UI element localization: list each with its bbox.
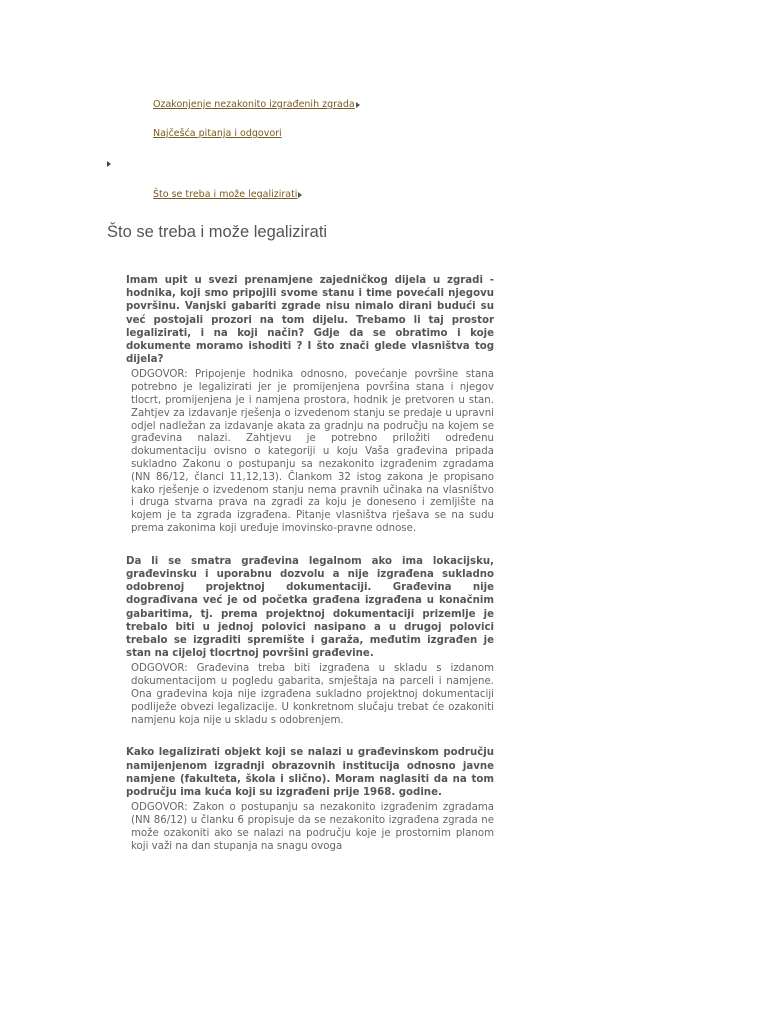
qa-list	[126, 274, 494, 872]
qa-item	[126, 555, 494, 728]
page-title: Što se treba i može legalizirati	[107, 223, 328, 241]
qa-item	[126, 746, 494, 853]
question-text: Imam upit u svezi prenamjene zajedničkog dijela u zgradi - hodnika, koji smo pripojili svome stanu i time povećali njegovu površinu. Vanjski gabariti zgrade nisu nimalo dirani budući su već postojali prozori na tom dijelu. Trebamo li taj prostor legalizirati, i na koji način? Gdje da se obratimo i koje dokumente moramo ishoditi ? I što znači glede vlasništva tog dijela?	[126, 275, 494, 366]
qa-item	[126, 274, 494, 536]
nav-link-sto-se-treba[interactable]: Što se treba i može legalizirati	[153, 189, 302, 200]
expand-arrow-icon[interactable]	[107, 161, 111, 167]
nav-link-ozakonjenje[interactable]: Ozakonjenje nezakonito izgrađenih zgrada	[153, 99, 360, 110]
answer-text: ODGOVOR: Građevina treba biti izgrađena u skladu s izdanom dokumentacijom u pogledu gabarita, smještaja na parceli i namjene. Ona građevina koja nije izgrađena sukladno projektnoj dokumentaciji podliježe obvezi legalizacije. U konkretnom slučaju trebat će ozakoniti namjenu koja nije u skladu s odobrenjem.	[131, 663, 494, 726]
arrow-right-icon	[356, 102, 360, 108]
answer-text: ODGOVOR: Pripojenje hodnika odnosno, povećanje površine stana potrebno je legalizirati jer je promijenjena površina stana i njegov tlocrt, promijenjena je i namjena prostora, hodnik je pretvoren u stan. Zahtjev za izdavanje rješenja o izvedenom stanju se predaje u upravni odjel nadležan za izdavanje akata za gradnju na području na kojem se građevina nalazi. Zahtjevu je potrebno priložiti određenu dokumentaciju ovisno o kategoriji u koju Vaša građevina pripada sukladno Zakonu o postupanju sa nezakonito izgrađenim zgradama (NN 86/12, članci 11,12,13). Člankom 32 istog zakona je propisano kako rješenje o izvedenom stanju nema pravnih učinaka na vlasništvo i druga stvarna prava na zgradi za koju je doneseno i zemljište na kojem je ta zgrada izgrađena. Pitanje vlasništva rješava se na sudu prema zakonima koji uređuje imovinsko-pravne odnose.	[131, 369, 494, 534]
nav-link-faq[interactable]: Najčešća pitanja i odgovori	[153, 128, 282, 139]
question-text: Da li se smatra građevina legalnom ako ima lokacijsku, građevinsku i uporabnu dozvolu a nije izgrađena sukladno odobrenoj projektnoj dokumentaciji. Građevina nije dograđivana već je od početka građena izgrađena u konačnim gabaritima, tj. prema projektnoj dokumentaciji prizemlje je trebalo biti u jednoj polovici nasipano a u drugoj polovici trebalo se izgraditi spremište i garaža, međutim izgrađen je stan na cijeloj tlocrtnoj površini građevine.	[126, 555, 494, 660]
answer-text: ODGOVOR: Zakon o postupanju sa nezakonito izgrađenim zgradama (NN 86/12) u članku 6 propisuje da se nezakonito izgrađena zgrada ne može ozakoniti ako se nalazi na području koje je prostornim planom koji važi na dan stupanja na snagu ovoga	[131, 802, 494, 852]
question-text: Kako legalizirati objekt koji se nalazi u građevinskom području namijenjenom izgradnji obrazovnih institucija odnosno javne namjene (fakulteta, škola i slično). Moram naglasiti da na tom području ima kuća koji su izgrađeni prije 1968. godine.	[126, 747, 494, 798]
arrow-right-icon	[298, 192, 302, 198]
